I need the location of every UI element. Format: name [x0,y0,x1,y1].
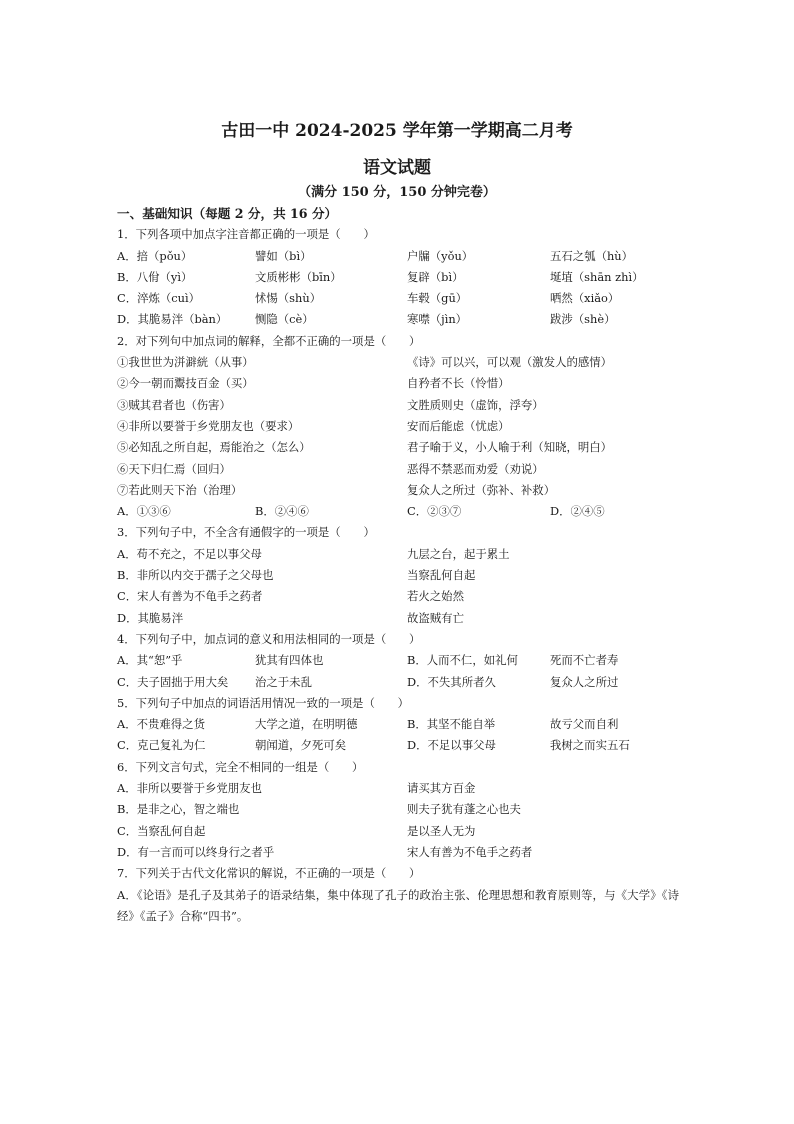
option-cell: C．②③⑦ [407,504,462,519]
question-5-stem: 5．下列句子中加点的词语活用情况一致的一项是（ ） [117,695,410,710]
item-cell: 恶得不禁恶而劝爱（劝说） [407,461,544,476]
question-3-row [117,544,677,565]
exam-score-note: （满分 150 分，150 分钟完卷） [298,185,496,200]
option-cell: 五石之瓠（hù） [550,248,634,263]
question-3-row [117,586,677,607]
question-3-stem: 3．下列句子中，不全含有通假字的一项是（ ） [117,525,375,540]
question-2-row [117,416,677,437]
option-cell: 犹其有四体也 [255,653,324,668]
item-cell: 安而后能虑（忧虑） [407,418,510,433]
question-7-stem: 7．下列关于古代文化常识的解说，不正确的一项是（ ） [117,866,421,881]
item-cell: 《诗》可以兴，可以观（激发人的感情） [407,355,613,370]
option-cell: 寒噤（jìn） [407,312,468,327]
question-2-row [117,373,677,394]
question-6-row [117,821,677,842]
item-cell: 自矜者不长（怜惜） [407,376,510,391]
option-cell: C．克己复礼为仁 [117,738,206,753]
item-cell: 复众人之所过（弥补、补救） [407,482,556,497]
question-3-row [117,608,677,629]
question-6-stem: 6．下列文言句式，完全不相同的一组是（ ） [117,759,364,774]
option-cell: 我树之而实五石 [550,738,630,753]
question-3-row [117,565,677,586]
option-cell: 治之于未乱 [255,674,312,689]
option-cell: B．人而不仁，如礼何 [407,653,518,668]
item-cell: ⑥天下归仁焉（回归） [117,461,231,476]
item-cell: ⑦若此则天下治（治理） [117,482,243,497]
option-cell: D．其脆易泮 [117,610,184,625]
option-cell: D．有一言而可以终身行之者乎 [117,844,275,859]
option-cell: D．不足以事父母 [407,738,496,753]
option-cell: 若火之始然 [407,589,464,604]
question-2-options [117,501,677,522]
option-cell: 复众人之所过 [550,674,619,689]
option-cell: D．不失其所者久 [407,674,496,689]
question-2-row [117,459,677,480]
question-2-row [117,352,677,373]
question-5-row [117,714,677,735]
option-cell: 复辟（bì） [407,269,464,284]
question-1-row-d [117,309,677,330]
option-cell: A．掊（pǒu） [117,248,193,263]
item-cell: ④非所以要誉于乡党朋友也（要求） [117,418,300,433]
option-cell: 车毂（gū） [407,291,468,306]
question-1-row-c [117,288,677,309]
option-cell: 埏埴（shān zhì） [550,269,644,284]
option-cell: 朝闻道，夕死可矣 [255,738,347,753]
question-2-row [117,437,677,458]
option-cell: D．其脆易泮（bàn） [117,312,228,327]
item-cell: ①我世世为洴澼絖（从事） [117,355,254,370]
question-2-row [117,395,677,416]
option-cell: C．当察乱何自起 [117,823,206,838]
question-6-row [117,799,677,820]
item-cell: 君子喻于义，小人喻于利（知晓，明白） [407,440,613,455]
option-cell: A．非所以要誉于乡党朋友也 [117,781,262,796]
option-cell: 当察乱何自起 [407,568,476,583]
option-cell: A．不贵难得之货 [117,717,205,732]
exam-content [117,203,677,927]
question-7-option-a: A．《论语》是孔子及其弟子的语录结集，集中体现了孔子的政治主张、伦理思想和教育原则等，与《大学》《诗经》《孟子》合称“四书”。 [117,887,679,923]
question-1-stem: 1．下列各项中加点字注音都正确的一项是（ ） [117,227,375,242]
option-cell: B．非所以内交于孺子之父母也 [117,568,274,583]
option-cell: 哂然（xiǎo） [550,291,620,306]
option-cell: A．①③⑥ [117,504,171,519]
option-cell: C．宋人有善为不龟手之药者 [117,589,263,604]
item-cell: ②今一朝而鬻技百金（买） [117,376,254,391]
option-cell: 故盗贼有亡 [407,610,464,625]
option-cell: 九层之台，起于累土 [407,546,510,561]
question-6-row [117,842,677,863]
question-2-row [117,480,677,501]
option-cell: C．夫子固拙于用大矣 [117,674,229,689]
option-cell: A．其“恕”乎 [117,653,183,668]
option-cell: 请买其方百金 [407,781,476,796]
option-cell: 故亏父而自利 [550,717,619,732]
option-cell: 譬如（bì） [255,248,312,263]
option-cell: 是以圣人无为 [407,823,476,838]
option-cell: B．是非之心，智之端也 [117,802,240,817]
option-cell: 宋人有善为不龟手之药者 [407,844,533,859]
question-5-row [117,735,677,756]
section-heading: 一、基础知识（每题 2 分，共 16 分） [117,206,338,221]
option-cell: 跋涉（shè） [550,312,616,327]
question-1-row-b [117,267,677,288]
exam-subtitle: 语文试题 [363,158,431,178]
question-4-stem: 4．下列句子中，加点词的意义和用法相同的一项是（ ） [117,631,421,646]
option-cell: 则夫子犹有蓬之心也夫 [407,802,521,817]
question-6-row [117,778,677,799]
question-1-row-a [117,246,677,267]
question-2-stem: 2．对下列句中加点词的解释，全都不正确的一项是（ ） [117,333,421,348]
option-cell: C．淬炼（cuì） [117,291,201,306]
option-cell: B．②④⑥ [255,504,309,519]
item-cell: ③贼其君者也（伤害） [117,397,231,412]
option-cell: B．八佾（yì） [117,269,193,284]
item-cell: 文胜质则史（虚饰，浮夸） [407,397,544,412]
option-cell: B．其坚不能自举 [407,717,496,732]
item-cell: ⑤必知乱之所自起，焉能治之（怎么） [117,440,311,455]
option-cell: 恻隐（cè） [255,312,314,327]
option-cell: 死而不亡者寿 [550,653,619,668]
option-cell: 文质彬彬（bīn） [255,269,342,284]
option-cell: 大学之道，在明明德 [255,717,358,732]
option-cell: A．苟不充之，不足以事父母 [117,546,262,561]
option-cell: D．②④⑤ [550,504,605,519]
exam-title: 古田一中 2024-2025 学年第一学期高二月考 [221,121,573,141]
option-cell: 怵惕（shù） [255,291,322,306]
question-4-row [117,672,677,693]
question-4-row [117,650,677,671]
option-cell: 户牖（yǒu） [407,248,474,263]
